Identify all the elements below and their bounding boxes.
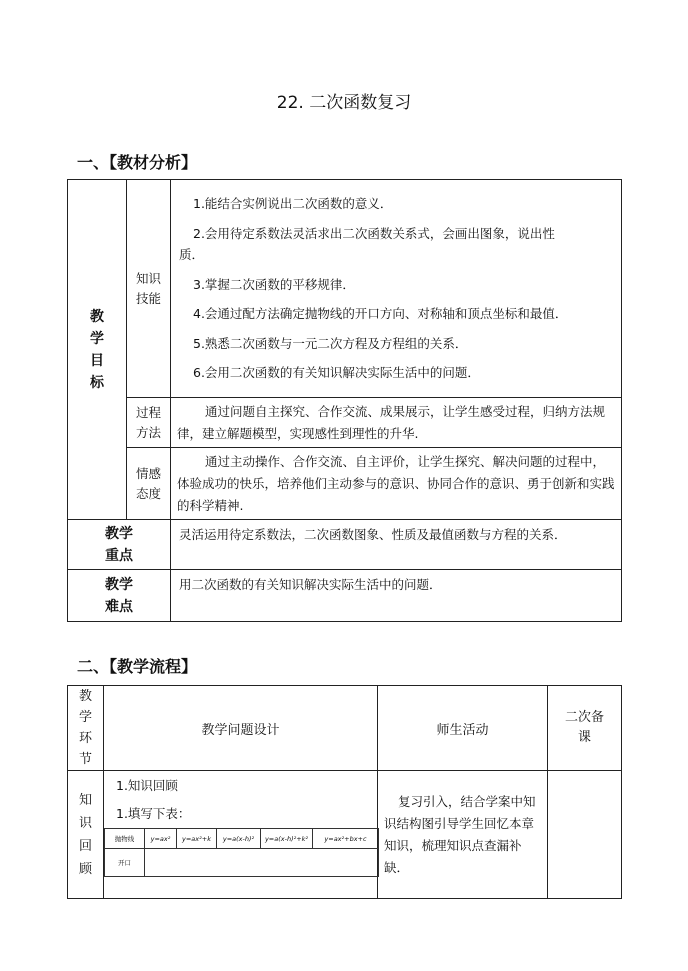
knowledge-item: 5.熟悉二次函数与一元二次方程及方程组的关系． bbox=[193, 335, 468, 351]
activity-text: 复习引入，结合学案中知识结构图引导学生回忆本章知识，梳理知识点查漏补缺． bbox=[378, 771, 548, 899]
mini-header-cell: 抛物线 bbox=[105, 829, 145, 849]
key-point-label: 教学 重点 bbox=[68, 520, 171, 570]
process-text: 通过问题自主探究、合作交流、成果展示，让学生感受过程，归纳方法规律，建立解题模型，实现感性到理性的升华. bbox=[171, 398, 622, 448]
difficulty-text: 用二次函数的有关知识解决实际生活中的问题． bbox=[171, 570, 622, 622]
knowledge-item: 3.掌握二次函数的平移规律． bbox=[193, 276, 355, 292]
page-title: 22. 二次函数复习 bbox=[276, 93, 412, 113]
mini-header-cell: y=a(x-h)²+k² bbox=[261, 829, 313, 849]
analysis-table bbox=[67, 179, 622, 622]
prep-cell bbox=[548, 771, 622, 899]
knowledge-item: 4.会通过配方法确定抛物线的开口方向、对称轴和顶点坐标和最值． bbox=[193, 306, 568, 322]
key-point-text: 灵活运用待定系数法，二次函数图象、性质及最值函数与方程的关系． bbox=[171, 520, 622, 570]
design-cell bbox=[104, 771, 378, 899]
mini-header-cell: y=ax²+k bbox=[177, 829, 217, 849]
knowledge-cell bbox=[171, 180, 622, 398]
stage-review: 知 识 回 顾 bbox=[68, 771, 104, 899]
design-line: 1.知识回顾 bbox=[116, 778, 178, 793]
activity-header: 师生活动 bbox=[378, 686, 548, 771]
emotion-text: 通过主动操作、合作交流、自主评价，让学生探究、解决问题的过程中，体验成功的快乐，培养他们主动参与的意识、协同合作的意识、勇于创新和实践的科学精神. bbox=[171, 448, 622, 520]
mini-header-cell: y=a(x-h)² bbox=[217, 829, 261, 849]
design-line: 1.填写下表： bbox=[116, 805, 191, 821]
process-label: 过程 方法 bbox=[127, 398, 171, 448]
mini-row-label: 开口 bbox=[105, 849, 145, 877]
design-header: 教学问题设计 bbox=[104, 686, 378, 771]
section-heading-analysis: 一、【教材分析】 bbox=[77, 153, 198, 172]
mini-empty-cell bbox=[145, 849, 379, 877]
section-heading-flow: 二、【教学流程】 bbox=[77, 657, 198, 676]
knowledge-item: 质． bbox=[179, 247, 205, 263]
prep-header: 二次备 课 bbox=[548, 686, 622, 771]
emotion-label: 情感 态度 bbox=[127, 448, 171, 520]
knowledge-label: 知识 技能 bbox=[127, 180, 171, 398]
knowledge-item: 6.会用二次函数的有关知识解决实际生活中的问题． bbox=[193, 365, 480, 381]
mini-header-cell: y=ax²+bx+c bbox=[313, 829, 379, 849]
knowledge-item: 2.会用待定系数法灵活求出二次函数关系式，会画出图象，说出性 bbox=[193, 225, 555, 241]
knowledge-item: 1.能结合实例说出二次函数的意义． bbox=[193, 196, 393, 212]
stage-header: 教 学 环 节 bbox=[68, 686, 104, 771]
mini-parabola-table bbox=[104, 828, 379, 877]
goal-label: 教 学 目 标 bbox=[68, 180, 127, 520]
difficulty-label: 教学 难点 bbox=[68, 570, 171, 622]
mini-header-cell: y=ax² bbox=[145, 829, 177, 849]
flow-table bbox=[67, 685, 622, 899]
